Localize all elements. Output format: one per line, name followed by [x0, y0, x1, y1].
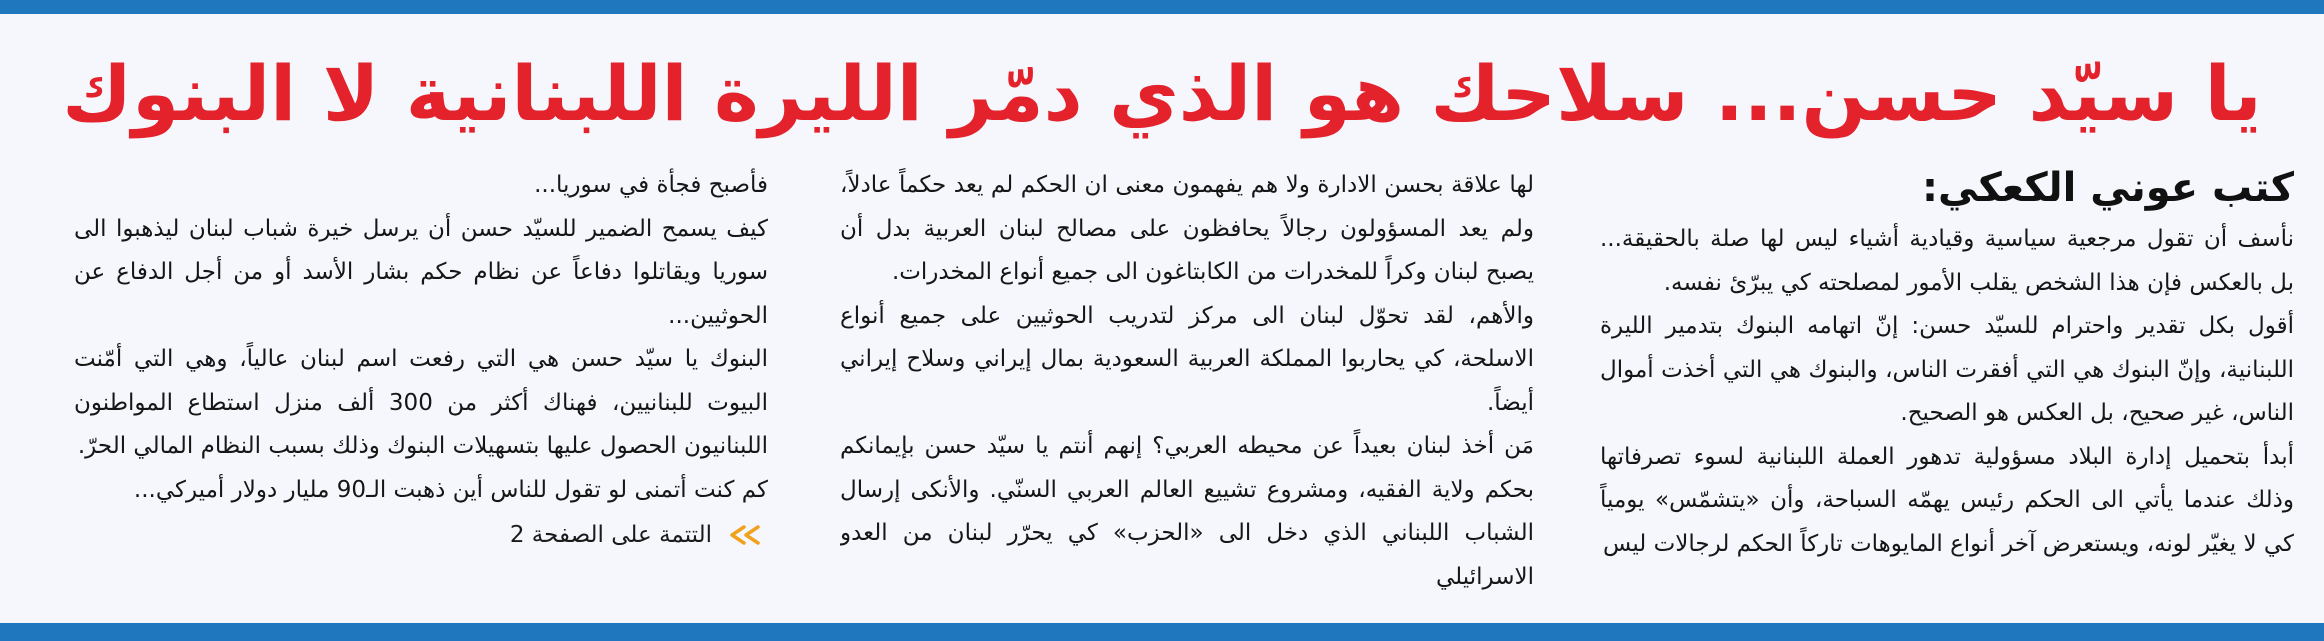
arrow-left-icon: [726, 525, 768, 545]
author-byline: كتب عوني الكعكي:: [1922, 165, 2294, 211]
bottom-color-band: [0, 623, 2324, 641]
article-column-2: [840, 164, 1534, 614]
top-color-band: [0, 0, 2324, 14]
paragraph: أقول بكل تقدير واحترام للسيّد حسن: إنّ اتهامه البنوك بتدمير الليرة اللبنانية، وإنّ البنوك هي التي أفقرت الناس، والبنوك هي التي أخذت أموال الناس، غير صحيح، بل العكس هو الصحيح.: [1600, 313, 2294, 426]
paragraph: والأهم، لقد تحوّل لبنان الى مركز لتدريب الحوثيين على جميع أنواع الاسلحة، كي يحاربوا المملكة العربية السعودية بمال إيراني وسلاح إيراني أيضاً.: [840, 302, 1534, 416]
article-headline: يا سيّد حسن... سلاحك هو الذي دمّر الليرة اللبنانية لا البنوك: [62, 49, 2262, 138]
paragraph: أبدأ بتحميل إدارة البلاد مسؤولية تدهور العملة اللبنانية لسوء تصرفاتها وذلك عندما يأتي الى الحكم رئيس يهمّه السباحة، وأن «يتشمّس» يومياً كي لا يغيّر لونه، ويستعرض آخر أنواع المايوهات تاركاً الحكم لرجالات ليس: [1600, 443, 2294, 557]
continued-label: التتمة على الصفحة 2: [509, 522, 712, 548]
continued-on-page[interactable]: [74, 520, 768, 550]
paragraph: نأسف أن تقول مرجعية سياسية وقيادية أشياء ليس لها صلة بالحقيقة... بل بالعكس فإن هذا الشخص يقلب الأمور لمصلحته كي يبرّئ نفسه.: [1600, 226, 2294, 296]
paragraph: كيف يسمح الضمير للسيّد حسن أن يرسل خيرة شباب لبنان ليذهبوا الى سوريا ويقاتلوا دفاعاً عن نظام حكم بشار الأسد أو من أجل الدفاع عن الحوثيين...: [74, 215, 768, 329]
paragraph: مَن أخذ لبنان بعيداً عن محيطه العربي؟ إنهم أنتم يا سيّد حسن بإيمانكم بحكم ولاية الفقيه، ومشروع تشييع العالم العربي السنّي. والأنكى إرسال الشباب اللبناني الذي دخل الى «الحزب» كي يحرّر لبنان من العدو الاسرائيلي: [840, 433, 1534, 590]
paragraph: لها علاقة بحسن الادارة ولا هم يفهمون معنى ان الحكم لم يعد حكماً عادلاً، ولم يعد المسؤولون رجالاً يحافظون على مصالح لبنان العربية بدل أن يصبح لبنان وكراً للمخدرات من الكابتاغون الى جميع أنواع المخدرات.: [840, 172, 1534, 285]
paragraph: كم كنت أتمنى لو تقول للناس أين ذهبت الـ90 مليار دولار أميركي...: [133, 476, 768, 503]
article-column-3: [74, 164, 768, 614]
paragraph: البنوك يا سيّد حسن هي التي رفعت اسم لبنان عالياً، وهي التي أمّنت البيوت للبنانيين، فهناك أكثر من 300 ألف منزل استطاع المواطنون اللبنانيون الحصول عليها بتسهيلات البنوك وذلك بسبب النظام المالي الحرّ.: [74, 346, 768, 459]
article-column-1: [1600, 164, 2294, 614]
paragraph: فأصبح فجأة في سوريا...: [534, 172, 768, 198]
